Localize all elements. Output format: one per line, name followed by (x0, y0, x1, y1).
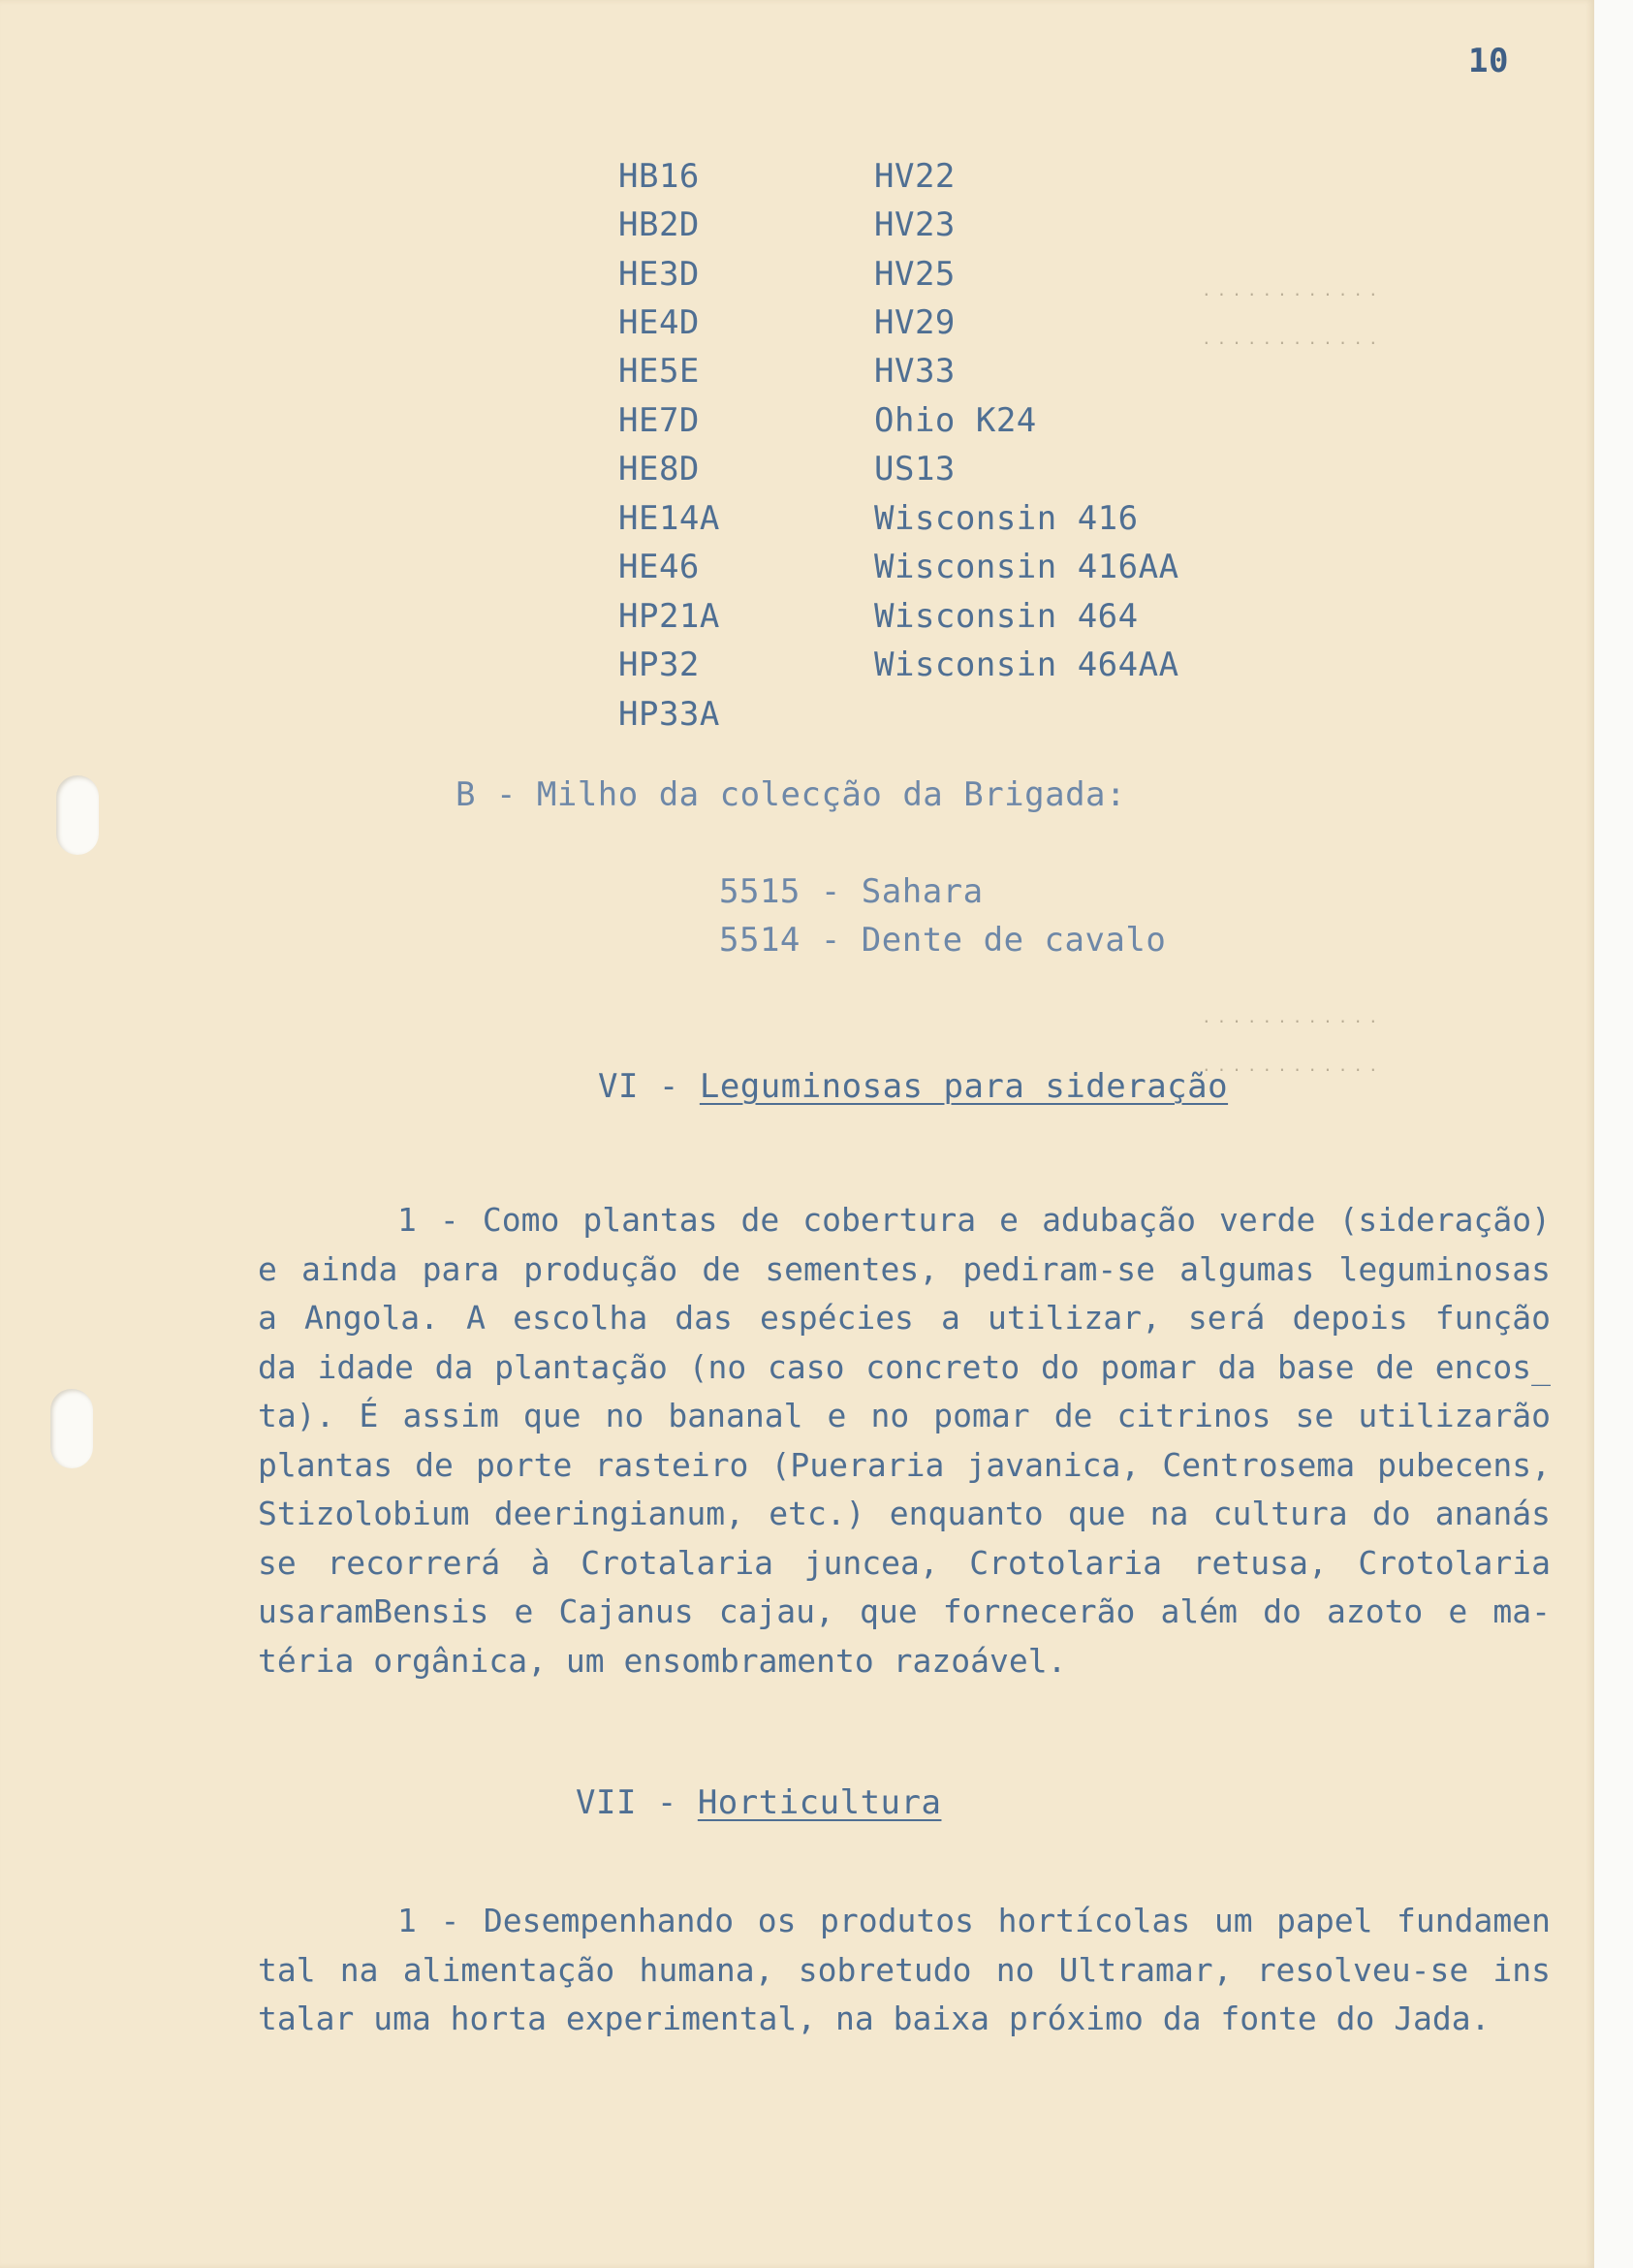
dotted-bleed-through: ............ (1202, 1008, 1384, 1026)
paragraph-line: usaramBensis e Cajanus cajau, que fornecerão além do azoto e ma- (258, 1592, 1551, 1630)
paragraph-line: 1 - Desempenhando os produtos hortícolas um papel fundamen (397, 1902, 1551, 1939)
variety-code: Wisconsin 416AA (874, 548, 1179, 586)
variety-code: HE14A (618, 499, 720, 538)
page-number: 10 (1468, 42, 1509, 80)
paragraph-line: da idade da plantação (no caso concreto do pomar da base de encos_ (258, 1348, 1551, 1386)
variety-code: HE46 (618, 548, 700, 586)
variety-code: HV22 (874, 157, 956, 196)
variety-code: HE4D (618, 303, 700, 342)
section-vi-title: Leguminosas para sideração (699, 1067, 1229, 1106)
variety-code: HB2D (618, 205, 700, 244)
variety-code: HP33A (618, 695, 720, 734)
variety-code: HV33 (874, 352, 956, 391)
section-vii-heading (576, 1783, 942, 1822)
section-vi-number: VI - (598, 1067, 700, 1106)
variety-code: HV23 (874, 205, 956, 244)
variety-code: Wisconsin 464AA (874, 646, 1179, 684)
dotted-bleed-through: ............ (1202, 1056, 1384, 1075)
variety-code: HE7D (618, 401, 700, 440)
punch-hole-top (56, 775, 99, 855)
paragraph-line: ta). É assim que no bananal e no pomar de citrinos se utilizarão (258, 1397, 1551, 1434)
variety-code: Wisconsin 416 (874, 499, 1139, 538)
variety-code: Wisconsin 464 (874, 597, 1139, 636)
section-vii-number: VII - (576, 1783, 698, 1822)
paragraph-line: téria orgânica, um ensombramento razoável. (258, 1642, 1067, 1680)
page-margin (1594, 0, 1633, 2268)
variety-code: HB16 (618, 157, 700, 196)
variety-code: HV25 (874, 255, 956, 294)
variety-code: HE3D (618, 255, 700, 294)
variety-code: HE8D (618, 450, 700, 488)
variety-code: Ohio K24 (874, 401, 1037, 440)
dotted-bleed-through: ............ (1202, 281, 1384, 299)
variety-code: HP21A (618, 597, 720, 636)
paragraph-line: se recorrerá à Crotalaria juncea, Crotolaria retusa, Crotolaria (258, 1544, 1551, 1582)
section-vi-heading (598, 1067, 1229, 1106)
section-b-item: 5515 - Sahara (719, 872, 984, 911)
section-vii-title: Horticultura (697, 1783, 942, 1822)
variety-code: US13 (874, 450, 956, 488)
paragraph-line: a Angola. A escolha das espécies a utilizar, será depois função (258, 1299, 1551, 1337)
variety-code: HV29 (874, 303, 956, 342)
paragraph-line: 1 - Como plantas de cobertura e adubação verde (sideração) (397, 1201, 1551, 1239)
paragraph-line: tal na alimentação humana, sobretudo no Ultramar, resolveu-se ins (258, 1951, 1551, 1989)
section-b-title: B - Milho da colecção da Brigada: (455, 775, 1127, 814)
variety-code: HE5E (618, 352, 700, 391)
paragraph-line: e ainda para produção de sementes, pediram-se algumas leguminosas (258, 1250, 1551, 1288)
dotted-bleed-through: ............ (1202, 330, 1384, 348)
variety-code: HP32 (618, 646, 700, 684)
section-b-item: 5514 - Dente de cavalo (719, 921, 1167, 960)
paragraph-line: plantas de porte rasteiro (Pueraria javanica, Centrosema pubecens, (258, 1446, 1551, 1484)
paragraph-line: Stizolobium deeringianum, etc.) enquanto que na cultura do ananás (258, 1495, 1551, 1532)
punch-hole-bottom (50, 1389, 93, 1468)
paragraph-line: talar uma horta experimental, na baixa próximo da fonte do Jada. (258, 2000, 1491, 2037)
